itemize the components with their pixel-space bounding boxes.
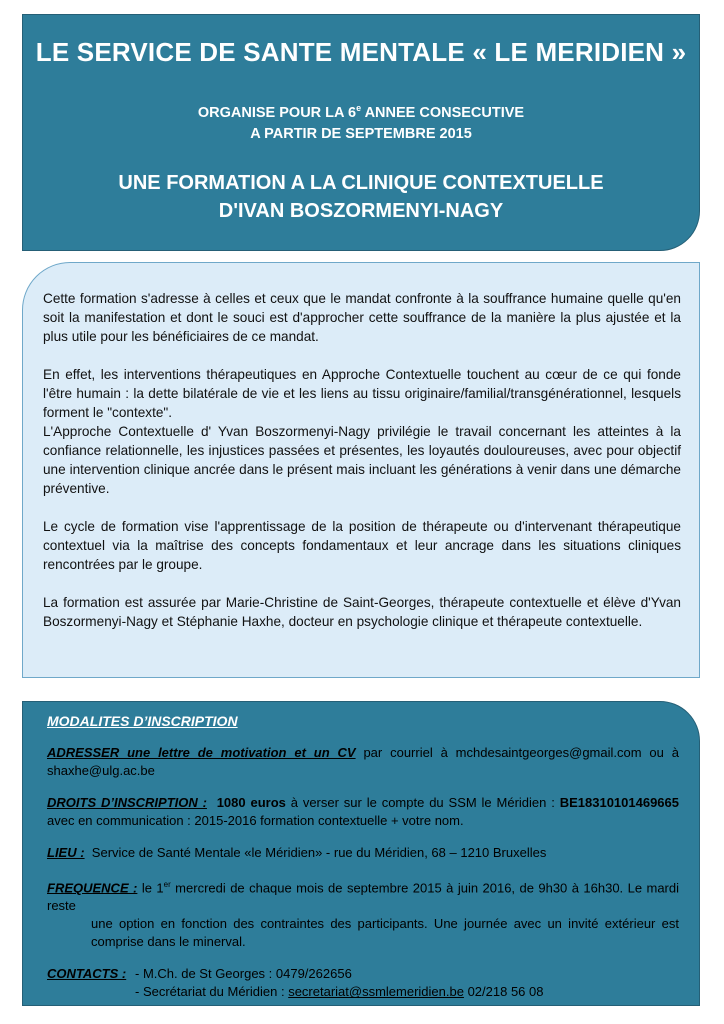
droits-mid: à verser sur le compte du SSM le Méridien : — [285, 795, 560, 810]
intro-paragraph-3: L'Approche Contextuelle d' Yvan Boszormenyi-Nagy privilégie le travail concernant les atteintes à la confiance relationnelle, les injustices passées et présentes, les loyautés douloureuses, avec pour objectif une intervention clinique ancrée dans le présent mais incluant les générations à venir dans une démarche préventive. — [43, 424, 681, 496]
frequence-line-1: mercredi de chaque mois de septembre 2015 à juin 2016, de 9h30 à 16h30. Le mardi reste — [47, 880, 679, 914]
formation-title — [23, 169, 699, 225]
droits-label: DROITS D’INSCRIPTION : — [47, 795, 207, 810]
droits-post: avec en communication : 2015-2016 formation contextuelle + votre nom. — [47, 813, 464, 828]
contact-secretariat-label: - Secrétariat du Méridien : — [135, 984, 289, 1000]
contacts-list — [135, 965, 543, 1001]
droits-amount: 1080 euros — [216, 795, 286, 810]
frequence-pre: le 1 — [137, 880, 164, 896]
intro-paragraph-5: La formation est assurée par Marie-Christine de Saint-Georges, thérapeute contextuelle et élève d'Yvan Boszormenyi-Nagy et Stéphanie Haxhe, docteur en psychologie clinique et thérapeute contextuelle. — [43, 595, 681, 629]
adresser-text: par courriel à mchdesaintgeorges@gmail.com ou à shaxhe@ulg.ac.be — [47, 745, 679, 778]
secretariat-email-link[interactable]: secretariat@ssmlemeridien.be — [288, 984, 464, 1000]
contact-phone-line: - M.Ch. de St Georges : 0479/262656 — [135, 966, 352, 982]
formation-title-line-1: UNE FORMATION A LA CLINIQUE CONTEXTUELLE — [118, 171, 604, 194]
header-subtitle — [23, 98, 699, 145]
secretariat-phone: 02/218 56 08 — [463, 984, 544, 1000]
subtitle-line-2: A PARTIR DE SEPTEMBRE 2015 — [250, 125, 472, 142]
subtitle-line-1-rest: ANNEE CONSECUTIVE — [361, 104, 525, 121]
lieu-text: Service de Santé Mentale «le Méridien» - rue du Méridien, 68 – 1210 Bruxelles — [88, 845, 547, 860]
ordinal-sup: e — [356, 103, 362, 113]
adresser-label: ADRESSER une lettre de motivation et un CV — [47, 745, 356, 760]
intro-paragraph-4: Le cycle de formation vise l'apprentissage de la position de thérapeute ou d'intervenant thérapeutique contextuel via la maîtrise des concepts fondamentaux et leur ancrage dans les situations cliniques rencontrées par le groupe. — [43, 519, 681, 572]
modalites-section — [22, 701, 700, 1006]
intro-paragraph-2: En effet, les interventions thérapeutiques en Approche Contextuelle touchent au cœur de ce qui fonde l'être humain : la dette bilatérale de vie et les liens au tissu originaire/familial/transgénérationnel, lesquels forment le "contexte". — [43, 367, 681, 420]
frequence-label: FREQUENCE : — [47, 880, 138, 896]
lieu-label: LIEU : — [47, 845, 85, 860]
frequence-sup: er — [163, 880, 171, 889]
frequence-item — [47, 876, 679, 951]
frequence-rest: une option en fonction des contraintes des participants. Une journée avec un invité extérieur est comprise dans le minerval. — [91, 916, 679, 950]
lieu-item — [47, 844, 679, 862]
header-banner — [22, 14, 700, 251]
droits-account: BE18310101469665 — [559, 795, 679, 810]
intro-paragraph-1: Cette formation s'adresse à celles et ceux que le mandat confronte à la souffrance humaine quelle qu'en soit la manifestation et dont le souci est d'approcher cette souffrance de la manière la plus ajustée et la plus utile pour les bénéficiaires de ce mandat. — [43, 291, 681, 344]
contacts-item — [47, 965, 679, 1001]
adresser-item — [47, 744, 679, 780]
contact-secretariat-line — [135, 983, 543, 1001]
droits-item — [47, 794, 679, 830]
modalites-heading: MODALITES D’INSCRIPTION — [47, 713, 238, 729]
formation-title-line-2: D'IVAN BOSZORMENYI-NAGY — [218, 199, 504, 222]
subtitle-line-1 — [23, 98, 699, 124]
contacts-label: CONTACTS : — [47, 966, 127, 982]
intro-section — [22, 262, 700, 678]
subtitle-line-1-text: ORGANISE POUR LA 6 — [197, 104, 357, 121]
page-title: LE SERVICE DE SANTE MENTALE « LE MERIDIEN » — [35, 37, 687, 67]
